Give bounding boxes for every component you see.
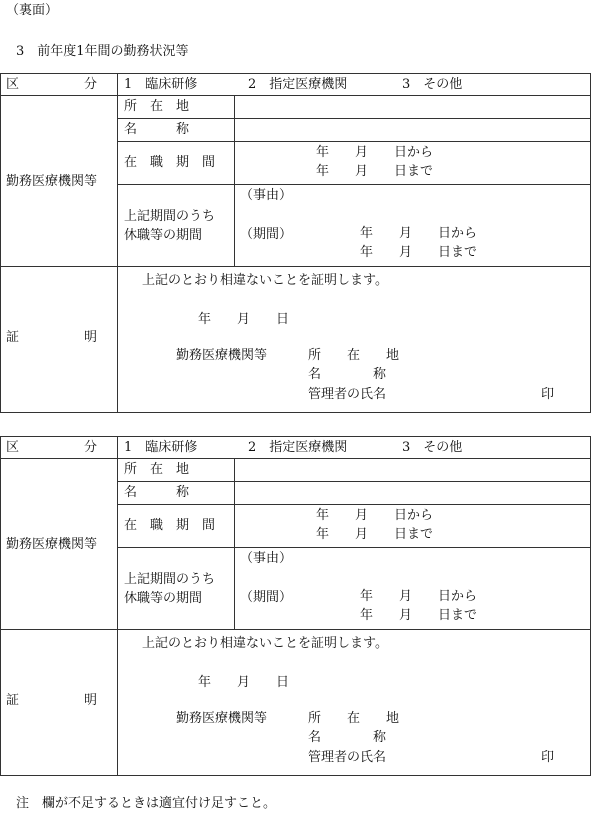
certification-label: 証 明 <box>6 330 98 345</box>
leave-period-label: （期間） <box>240 590 293 605</box>
leave-label-line1: 上記期間のうち <box>124 209 216 224</box>
certification-label: 証 明 <box>6 693 98 708</box>
footnote: 注 欄が不足するときは適宜付け足すこと。 <box>16 796 277 811</box>
employment-period-from[interactable]: 年 月 日から <box>316 508 434 523</box>
leave-period-from[interactable]: 年 月 日から <box>360 226 478 241</box>
leave-period-from[interactable]: 年 月 日から <box>360 589 478 604</box>
certification-date[interactable]: 年 月 日 <box>198 312 290 327</box>
leave-label-line2: 休職等の期間 <box>124 591 203 606</box>
certifying-name-label: 名 称 <box>308 367 387 382</box>
work-history-form-2 <box>0 436 591 776</box>
category-option-other: 3 その他 <box>402 440 463 455</box>
name-label: 名 称 <box>124 485 190 500</box>
leave-label-line2: 休職等の期間 <box>124 228 203 243</box>
category-option-designated-institution: 2 指定医療機関 <box>248 440 348 455</box>
leave-period-to[interactable]: 年 月 日まで <box>360 608 478 623</box>
certifying-location-label: 所 在 地 <box>308 348 400 363</box>
employment-period-from[interactable]: 年 月 日から <box>316 145 434 160</box>
work-history-form-1 <box>0 73 591 413</box>
leave-reason-label: （事由） <box>240 551 293 566</box>
institution-label: 勤務医療機関等 <box>6 537 98 552</box>
certification-date[interactable]: 年 月 日 <box>198 675 290 690</box>
name-field[interactable] <box>236 120 588 140</box>
name-label: 名 称 <box>124 122 190 137</box>
category-option-designated-institution: 2 指定医療機関 <box>248 77 348 92</box>
location-label: 所 在 地 <box>124 462 190 477</box>
leave-label-line1: 上記期間のうち <box>124 572 216 587</box>
employment-period-to[interactable]: 年 月 日まで <box>316 527 434 542</box>
location-field[interactable] <box>236 97 588 117</box>
name-field[interactable] <box>236 483 588 503</box>
location-label: 所 在 地 <box>124 99 190 114</box>
leave-period-label: （期間） <box>240 227 293 242</box>
category-label: 区 分 <box>6 440 98 455</box>
back-side-label: （裏面） <box>6 3 59 18</box>
category-option-clinical-training: 1 臨床研修 <box>124 440 198 455</box>
manager-name-label: 管理者の氏名 <box>308 750 387 765</box>
category-label: 区 分 <box>6 77 98 92</box>
certification-statement: 上記のとおり相違ないことを証明します。 <box>142 273 388 288</box>
section-title: 3 前年度1年間の勤務状況等 <box>16 44 189 59</box>
employment-period-label: 在 職 期 間 <box>124 155 216 170</box>
certifying-location-label: 所 在 地 <box>308 711 400 726</box>
certifying-institution-label: 勤務医療機関等 <box>176 711 268 726</box>
seal-mark: 印 <box>541 750 555 765</box>
employment-period-to[interactable]: 年 月 日まで <box>316 164 434 179</box>
manager-name-label: 管理者の氏名 <box>308 387 387 402</box>
certifying-institution-label: 勤務医療機関等 <box>176 348 268 363</box>
employment-period-label: 在 職 期 間 <box>124 518 216 533</box>
category-option-clinical-training: 1 臨床研修 <box>124 77 198 92</box>
certification-statement: 上記のとおり相違ないことを証明します。 <box>142 636 388 651</box>
seal-mark: 印 <box>541 387 555 402</box>
certifying-name-label: 名 称 <box>308 730 387 745</box>
institution-label: 勤務医療機関等 <box>6 174 98 189</box>
leave-period-to[interactable]: 年 月 日まで <box>360 245 478 260</box>
location-field[interactable] <box>236 460 588 480</box>
leave-reason-label: （事由） <box>240 188 293 203</box>
category-option-other: 3 その他 <box>402 77 463 92</box>
